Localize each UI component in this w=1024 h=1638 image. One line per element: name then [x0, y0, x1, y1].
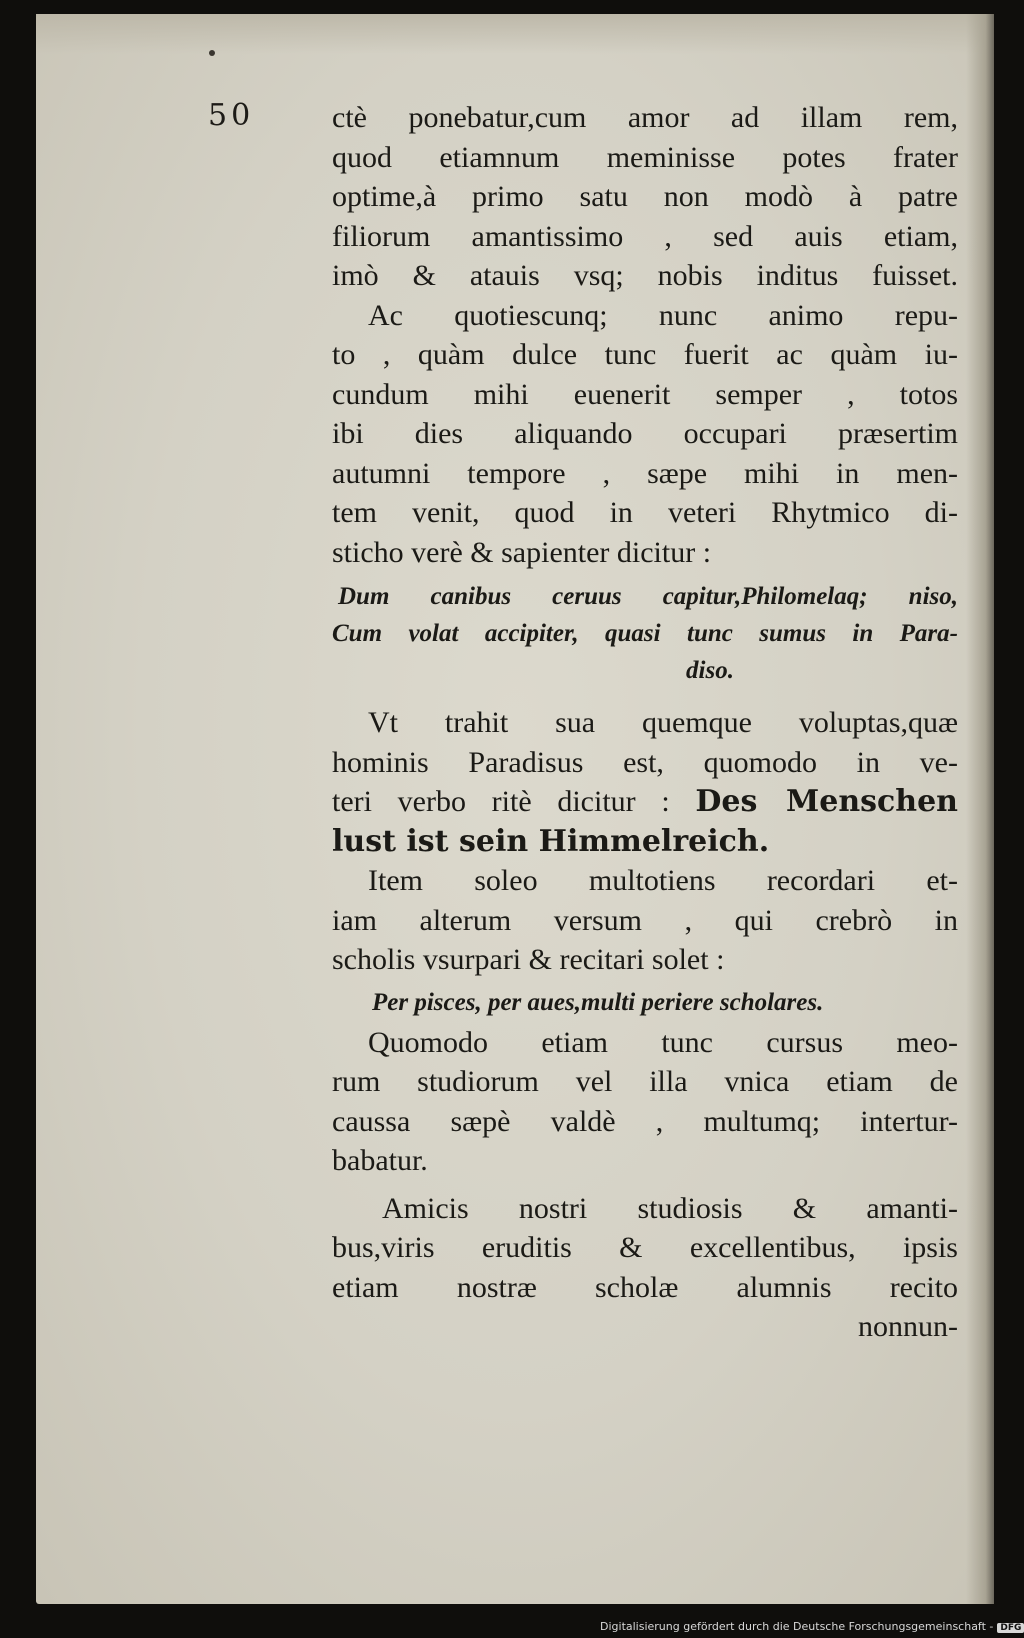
text-line: imò & atauis vsq; nobis inditus fuisset. — [332, 259, 958, 292]
body-text — [332, 98, 958, 1347]
text-line: bus,viris eruditis & excellentibus, ipsis — [332, 1231, 958, 1264]
text-line-with-fraktur — [332, 782, 958, 822]
verse-line: Cum volat accipiter, quasi tunc sumus in Para- — [332, 620, 958, 647]
verse-line: Dum canibus ceruus capitur,Philomelaq; niso, — [338, 583, 958, 610]
text-line: quod etiamnum meminisse potes frater — [332, 140, 958, 174]
book-page — [36, 14, 994, 1604]
verse-line: diso. — [686, 657, 734, 684]
ink-smudge — [209, 50, 215, 56]
text-line: optime,à primo satu non modò à patre — [332, 180, 958, 213]
text-line: babatur. — [332, 1144, 428, 1177]
text-line: cundum mihi euenerit semper , totos — [332, 377, 958, 411]
text-segment: teri verbo ritè dicitur : — [332, 785, 670, 818]
text-line: filiorum amantissimo , sed auis etiam, — [332, 219, 958, 253]
text-line: rum studiorum vel illa vnica etiam de — [332, 1065, 958, 1098]
text-line: caussa sæpè valdè , multumq; intertur- — [332, 1104, 958, 1138]
fraktur-text: lust ist sein Himmelreich. — [332, 823, 770, 859]
text-line: scholis vsurpari & recitari solet : — [332, 943, 725, 976]
catchword: nonnun- — [858, 1310, 958, 1343]
digitization-footer — [600, 1620, 1022, 1633]
text-line: Quomodo etiam tunc cursus meo- — [368, 1025, 958, 1059]
text-line: Amicis nostri studiosis & amanti- — [382, 1191, 958, 1225]
text-line: to , quàm dulce tunc fuerit ac quàm iu- — [332, 338, 958, 371]
text-line: iam alterum versum , qui crebrò in — [332, 903, 958, 937]
text-line: autumni tempore , sæpe mihi in men- — [332, 456, 958, 490]
footer-text: Digitalisierung gefördert durch die Deutsche Forschungsgemeinschaft - — [600, 1620, 994, 1633]
text-line: Vt trahit sua quemque voluptas,quæ — [368, 706, 958, 739]
text-line: Ac quotiescunq; nunc animo repu- — [368, 298, 958, 332]
text-line: ibi dies aliquando occupari præsertim — [332, 417, 958, 450]
text-line: ctè ponebatur,cum amor ad illam rem, — [332, 101, 958, 134]
text-line: hominis Paradisus est, quomodo in ve- — [332, 745, 958, 779]
fraktur-text: Des Menschen — [695, 784, 958, 819]
dfg-logo: DFG — [997, 1623, 1024, 1633]
text-line: sticho verè & sapienter dicitur : — [332, 535, 712, 569]
page-number: 50 — [208, 98, 255, 133]
text-line: etiam nostræ scholæ alumnis recito — [332, 1270, 958, 1304]
text-line: tem venit, quod in veteri Rhytmico di- — [332, 496, 958, 529]
verse-line: Per pisces, per aues,multi periere scholares. — [372, 988, 824, 1016]
text-line: Item soleo multotiens recordari et- — [368, 864, 958, 897]
